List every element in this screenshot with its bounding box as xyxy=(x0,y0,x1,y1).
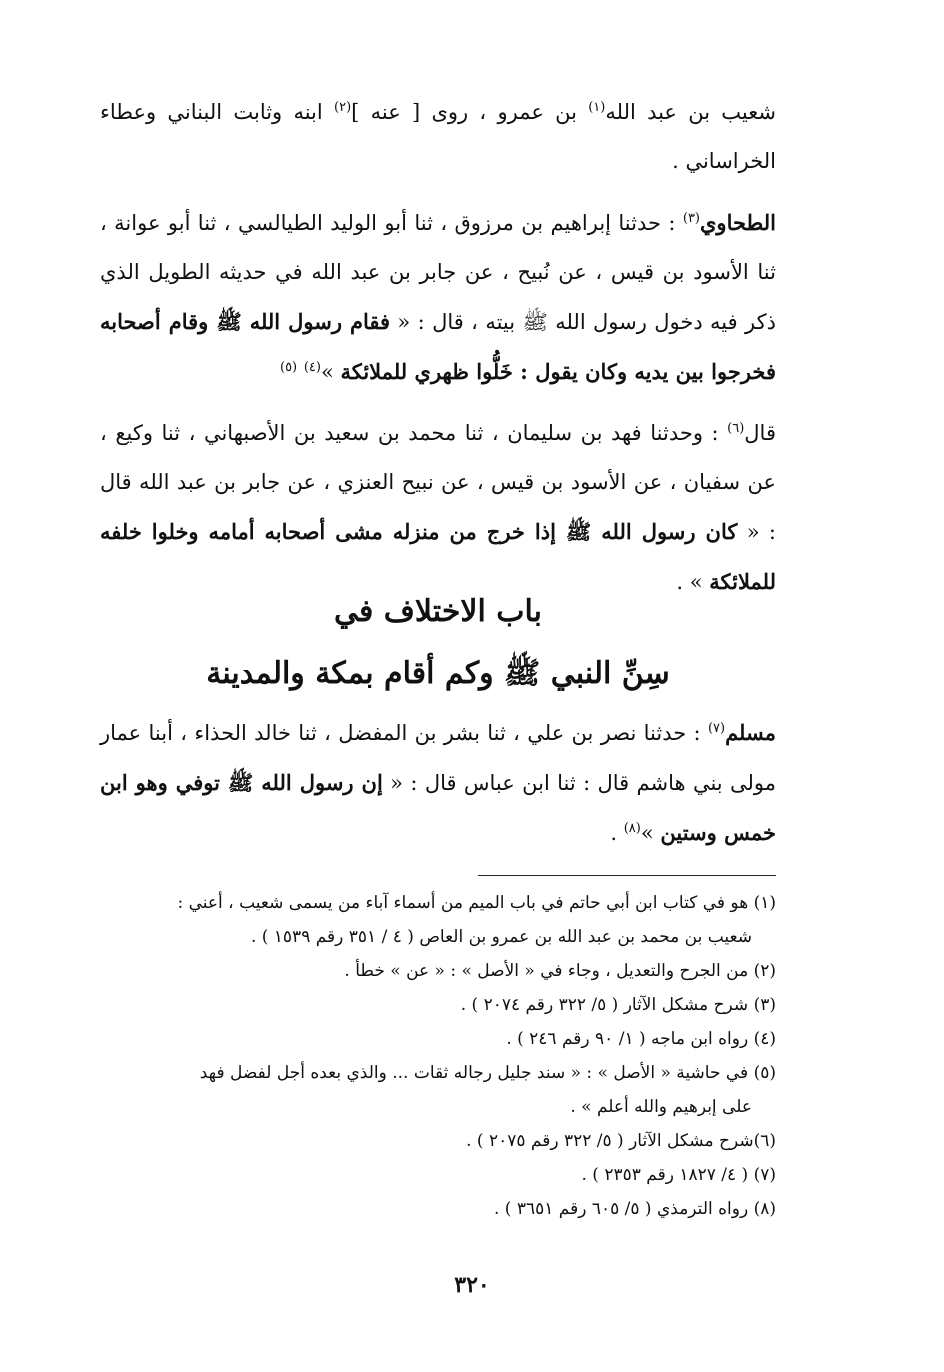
footnote-ref-5[interactable]: (٥) xyxy=(279,360,298,375)
footnote-2: (٢) من الجرح والتعديل ، وجاء في « الأصل » : « عن » خطأ . xyxy=(344,961,776,981)
p3-close-quote: » . xyxy=(676,570,710,594)
p3-text-b: : وحدثنا فهد بن سليمان ، ثنا محمد بن سعيد بن الأصبهاني ، ثنا وكيع ، عن سفيان ، عن الأسود بن قيس ، عن نبيح العنزي ، عن جابر بن عبد الله قال : « xyxy=(100,421,776,544)
page-number: ٣٢٠ xyxy=(454,1272,490,1298)
p2-author: الطحاوي xyxy=(700,210,776,235)
footnote-5-line-1: (٥) في حاشية « الأصل » : « سند جليل رجاله ثقات ... والذي بعده أجل لفضل فهد xyxy=(199,1063,776,1083)
footnote-ref-6[interactable]: (٦) xyxy=(727,421,745,436)
main-text-lower xyxy=(100,708,776,858)
p1-text-a: شعيب بن عبد الله xyxy=(605,100,776,124)
footnote-4: (٤) رواه ابن ماجه ( ١/ ٩٠ رقم ٢٤٦ ) . xyxy=(506,1029,776,1049)
p3-hadith-text: كان رسول الله ﷺ إذا خرج من منزله مشى أصحابه أمامه وخلوا خلفه للملائكة xyxy=(100,519,776,594)
footnote-1-line-1: (١) هو في كتاب ابن أبي حاتم في باب الميم من أسماء آباء من يسمى شعيب ، أعني : xyxy=(177,893,776,913)
footnote-6: (٦)شرح مشكل الآثار ( ٥/ ٣٢٢ رقم ٢٠٧٥ ) . xyxy=(466,1131,776,1151)
footnotes xyxy=(44,886,776,1226)
footnote-5 xyxy=(44,1056,776,1124)
paragraph-1 xyxy=(100,88,776,186)
footnote-1-line-2: شعيب بن محمد بن عبد الله بن عمرو بن العاص ( ٤ / ٣٥١ رقم ١٥٣٩ ) . xyxy=(250,927,752,947)
footnote-8: (٨) رواه الترمذي ( ٥/ ٦٠٥ رقم ٣٦٥١ ) . xyxy=(494,1199,776,1219)
footnote-1 xyxy=(44,886,776,954)
paragraph-3 xyxy=(100,409,776,607)
p1-text-b: بن عمرو ، روى [ عنه ] xyxy=(351,100,589,124)
footnote-3: (٣) شرح مشكل الآثار ( ٥/ ٣٢٢ رقم ٢٠٧٤ ) . xyxy=(460,995,776,1015)
paragraph-4 xyxy=(100,708,776,858)
footnote-separator xyxy=(478,875,776,876)
footnote-7: (٧) ( ٤/ ١٨٢٧ رقم ٢٣٥٣ ) . xyxy=(581,1165,776,1185)
p4-author: مسلم xyxy=(725,720,776,745)
p2-close-quote: » xyxy=(320,360,341,384)
p4-close-quote: » xyxy=(640,821,661,845)
chapter-heading-line-1: باب الاختلاف في xyxy=(333,594,542,629)
footnote-ref-7[interactable]: (٧) xyxy=(707,721,726,736)
p1-text-c: ابنه وثابت البناني وعطاء الخراساني . xyxy=(100,100,776,173)
p4-end: . xyxy=(610,821,624,845)
footnote-ref-2[interactable]: (٢) xyxy=(334,100,352,115)
footnote-ref-4[interactable]: (٤) xyxy=(303,360,321,375)
paragraph-2 xyxy=(100,198,776,397)
footnote-5-line-2: على إبرهيم والله أعلم » . xyxy=(570,1097,752,1117)
footnote-ref-3[interactable]: (٣) xyxy=(682,211,700,226)
footnote-ref-8[interactable]: (٨) xyxy=(623,821,641,836)
main-text-upper xyxy=(100,88,776,607)
chapter-heading-line-2: سِنِّ النبي ﷺ وكم أقام بمكة والمدينة xyxy=(206,656,670,691)
p4-text-a: : حدثنا نصر بن علي ، ثنا بشر بن المفضل ، ثنا خالد الحذاء ، أبنا عمار مولى بني هاشم قال : ثنا ابن عباس قال : « xyxy=(100,721,776,795)
p4-hadith-text: إن رسول الله ﷺ توفي وهو ابن خمس وستين xyxy=(100,770,776,845)
p2-hadith-text: فقام رسول الله ﷺ وقام أصحابه فخرجوا بين يديه وكان يقول : خَلُّوا ظهري للملائكة xyxy=(100,309,776,384)
p2-text-a: : حدثنا إبراهيم بن مرزوق ، ثنا أبو الوليد الطيالسي ، ثنا أبو عوانة ، ثنا الأسود بن قيس ، عن نُبيح ، عن جابر بن عبد الله في حديثه الطويل الذي ذكر فيه دخول رسول الله ﷺ بيته ، قال : « xyxy=(100,211,776,334)
footnote-ref-1[interactable]: (١) xyxy=(588,100,606,115)
p3-text-a: قال xyxy=(744,421,776,445)
